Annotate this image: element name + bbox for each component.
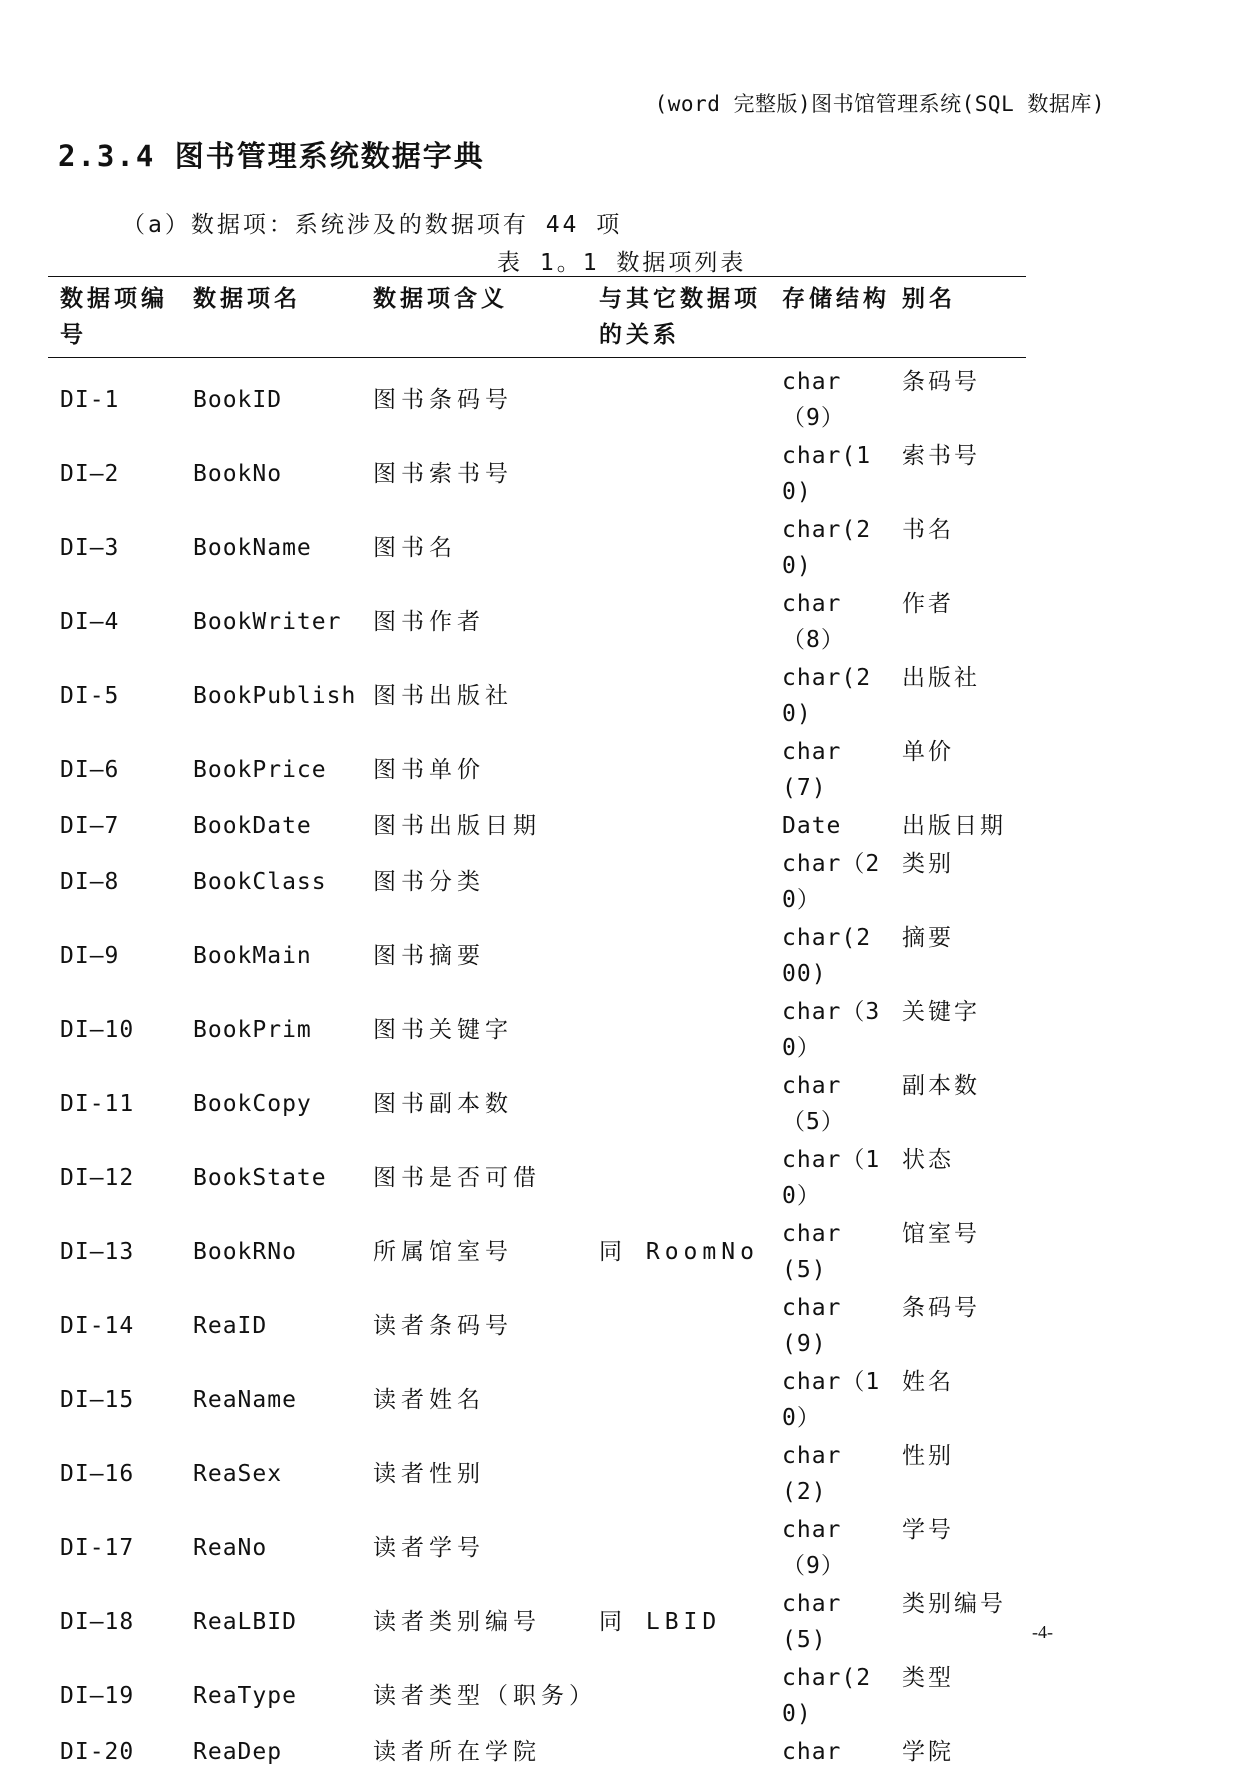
cell-item-meaning: 图书副本数 xyxy=(361,1067,587,1141)
cell-item-meaning: 图书单价 xyxy=(361,733,587,807)
cell-item-alias: 条码号 xyxy=(890,358,1026,438)
cell-item-id: DI-1 xyxy=(48,358,181,438)
cell-item-name: BookID xyxy=(181,358,361,438)
cell-item-structure: char(10) xyxy=(770,437,890,511)
cell-item-alias: 性别 xyxy=(890,1437,1026,1511)
table-header-row xyxy=(48,277,1026,358)
cell-item-structure: char（10） xyxy=(770,1363,890,1437)
cell-item-name: ReaID xyxy=(181,1289,361,1363)
cell-item-relation xyxy=(587,1733,770,1771)
table-row xyxy=(48,1067,1026,1141)
table-row xyxy=(48,358,1026,438)
cell-item-structure: char(7) xyxy=(770,733,890,807)
cell-item-alias: 书名 xyxy=(890,511,1026,585)
section-heading: 2.3.4 图书管理系统数据字典 xyxy=(58,134,485,175)
cell-item-alias: 单价 xyxy=(890,733,1026,807)
cell-item-relation xyxy=(587,807,770,845)
cell-item-structure: char(5) xyxy=(770,1215,890,1289)
table-row xyxy=(48,659,1026,733)
cell-item-meaning: 所属馆室号 xyxy=(361,1215,587,1289)
table-row xyxy=(48,511,1026,585)
cell-item-meaning: 读者性别 xyxy=(361,1437,587,1511)
cell-item-relation xyxy=(587,993,770,1067)
cell-item-relation xyxy=(587,919,770,993)
cell-item-id: DI-20 xyxy=(48,1733,181,1771)
cell-item-relation xyxy=(587,659,770,733)
cell-item-structure: Date xyxy=(770,807,890,845)
data-item-table xyxy=(48,276,1026,1771)
cell-item-relation xyxy=(587,358,770,438)
cell-item-meaning: 图书关键字 xyxy=(361,993,587,1067)
cell-item-alias: 类别编号 xyxy=(890,1585,1026,1659)
cell-item-id: DI—9 xyxy=(48,919,181,993)
table-row xyxy=(48,1437,1026,1511)
cell-item-alias: 姓名 xyxy=(890,1363,1026,1437)
cell-item-name: BookName xyxy=(181,511,361,585)
cell-item-name: ReaSex xyxy=(181,1437,361,1511)
cell-item-id: DI-5 xyxy=(48,659,181,733)
cell-item-name: BookDate xyxy=(181,807,361,845)
table-row xyxy=(48,1511,1026,1585)
cell-item-meaning: 图书出版社 xyxy=(361,659,587,733)
cell-item-meaning: 图书索书号 xyxy=(361,437,587,511)
cell-item-name: BookNo xyxy=(181,437,361,511)
cell-item-id: DI-11 xyxy=(48,1067,181,1141)
cell-item-id: DI—4 xyxy=(48,585,181,659)
cell-item-alias: 类别 xyxy=(890,845,1026,919)
cell-item-name: ReaType xyxy=(181,1659,361,1733)
table-caption: 表 1。1 数据项列表 xyxy=(497,244,746,277)
cell-item-id: DI—8 xyxy=(48,845,181,919)
cell-item-relation xyxy=(587,1437,770,1511)
cell-item-alias: 馆室号 xyxy=(890,1215,1026,1289)
cell-item-id: DI—18 xyxy=(48,1585,181,1659)
table-row xyxy=(48,1585,1026,1659)
cell-item-structure: char（8） xyxy=(770,585,890,659)
cell-item-id: DI—16 xyxy=(48,1437,181,1511)
cell-item-name: ReaLBID xyxy=(181,1585,361,1659)
cell-item-meaning: 图书名 xyxy=(361,511,587,585)
table-row xyxy=(48,1733,1026,1771)
cell-item-id: DI—3 xyxy=(48,511,181,585)
cell-item-relation xyxy=(587,1659,770,1733)
table-row xyxy=(48,585,1026,659)
cell-item-relation xyxy=(587,511,770,585)
cell-item-alias: 出版社 xyxy=(890,659,1026,733)
header-item-alias: 别名 xyxy=(890,277,1026,358)
cell-item-name: ReaName xyxy=(181,1363,361,1437)
cell-item-alias: 副本数 xyxy=(890,1067,1026,1141)
cell-item-structure: char(2) xyxy=(770,1437,890,1511)
table-row xyxy=(48,1363,1026,1437)
cell-item-relation xyxy=(587,1289,770,1363)
table-row xyxy=(48,1659,1026,1733)
cell-item-name: ReaNo xyxy=(181,1511,361,1585)
cell-item-alias: 类型 xyxy=(890,1659,1026,1733)
header-item-name: 数据项名 xyxy=(181,277,361,358)
cell-item-structure: char(20) xyxy=(770,659,890,733)
cell-item-alias: 摘要 xyxy=(890,919,1026,993)
cell-item-relation: 同 RoomNo xyxy=(587,1215,770,1289)
cell-item-name: BookState xyxy=(181,1141,361,1215)
header-item-relation: 与其它数据项的关系 xyxy=(587,277,770,358)
cell-item-id: DI—13 xyxy=(48,1215,181,1289)
cell-item-meaning: 图书摘要 xyxy=(361,919,587,993)
table-row xyxy=(48,845,1026,919)
cell-item-relation xyxy=(587,1363,770,1437)
cell-item-id: DI—6 xyxy=(48,733,181,807)
cell-item-structure: char（20） xyxy=(770,845,890,919)
table-row xyxy=(48,437,1026,511)
cell-item-alias: 作者 xyxy=(890,585,1026,659)
cell-item-name: BookCopy xyxy=(181,1067,361,1141)
cell-item-name: BookRNo xyxy=(181,1215,361,1289)
cell-item-alias: 学院 xyxy=(890,1733,1026,1771)
cell-item-relation: 同 LBID xyxy=(587,1585,770,1659)
cell-item-meaning: 图书出版日期 xyxy=(361,807,587,845)
cell-item-relation xyxy=(587,1067,770,1141)
table-row xyxy=(48,807,1026,845)
intro-text: （a）数据项：系统涉及的数据项有 44 项 xyxy=(122,206,622,239)
cell-item-structure: char(200) xyxy=(770,919,890,993)
cell-item-structure: char（5） xyxy=(770,1067,890,1141)
cell-item-name: BookMain xyxy=(181,919,361,993)
cell-item-id: DI—12 xyxy=(48,1141,181,1215)
cell-item-id: DI—19 xyxy=(48,1659,181,1733)
cell-item-id: DI-17 xyxy=(48,1511,181,1585)
cell-item-meaning: 读者所在学院 xyxy=(361,1733,587,1771)
cell-item-structure: char(5) xyxy=(770,1585,890,1659)
cell-item-structure: char(9) xyxy=(770,1289,890,1363)
table-row xyxy=(48,1215,1026,1289)
cell-item-meaning: 图书是否可借 xyxy=(361,1141,587,1215)
running-header: (word 完整版)图书馆管理系统(SQL 数据库) xyxy=(655,88,1105,118)
cell-item-alias: 条码号 xyxy=(890,1289,1026,1363)
cell-item-name: BookWriter xyxy=(181,585,361,659)
cell-item-id: DI—2 xyxy=(48,437,181,511)
cell-item-alias: 出版日期 xyxy=(890,807,1026,845)
table-row xyxy=(48,733,1026,807)
cell-item-structure: char（10） xyxy=(770,1141,890,1215)
cell-item-alias: 索书号 xyxy=(890,437,1026,511)
cell-item-meaning: 图书分类 xyxy=(361,845,587,919)
table-row xyxy=(48,993,1026,1067)
header-item-id: 数据项编号 xyxy=(48,277,181,358)
cell-item-alias: 关键字 xyxy=(890,993,1026,1067)
cell-item-meaning: 图书条码号 xyxy=(361,358,587,438)
table-row xyxy=(48,1141,1026,1215)
cell-item-relation xyxy=(587,1511,770,1585)
cell-item-relation xyxy=(587,1141,770,1215)
table-row xyxy=(48,1289,1026,1363)
cell-item-structure: char（30） xyxy=(770,993,890,1067)
cell-item-name: BookClass xyxy=(181,845,361,919)
cell-item-name: ReaDep xyxy=(181,1733,361,1771)
cell-item-meaning: 读者学号 xyxy=(361,1511,587,1585)
cell-item-name: BookPrice xyxy=(181,733,361,807)
cell-item-relation xyxy=(587,585,770,659)
cell-item-meaning: 读者类别编号 xyxy=(361,1585,587,1659)
cell-item-relation xyxy=(587,733,770,807)
table-body xyxy=(48,358,1026,1771)
cell-item-name: BookPublish xyxy=(181,659,361,733)
cell-item-id: DI—7 xyxy=(48,807,181,845)
cell-item-meaning: 图书作者 xyxy=(361,585,587,659)
header-item-structure: 存储结构 xyxy=(770,277,890,358)
cell-item-relation xyxy=(587,437,770,511)
cell-item-id: DI-14 xyxy=(48,1289,181,1363)
cell-item-alias: 状态 xyxy=(890,1141,1026,1215)
page-number: -4- xyxy=(1032,1622,1053,1643)
cell-item-id: DI—10 xyxy=(48,993,181,1067)
cell-item-meaning: 读者条码号 xyxy=(361,1289,587,1363)
cell-item-structure: char(20) xyxy=(770,511,890,585)
header-item-meaning: 数据项含义 xyxy=(361,277,587,358)
cell-item-meaning: 读者类型（职务） xyxy=(361,1659,587,1733)
cell-item-id: DI—15 xyxy=(48,1363,181,1437)
cell-item-structure: char（9） xyxy=(770,358,890,438)
cell-item-meaning: 读者姓名 xyxy=(361,1363,587,1437)
cell-item-structure: char(20) xyxy=(770,1659,890,1733)
cell-item-alias: 学号 xyxy=(890,1511,1026,1585)
cell-item-relation xyxy=(587,845,770,919)
cell-item-name: BookPrim xyxy=(181,993,361,1067)
cell-item-structure: char xyxy=(770,1733,890,1771)
cell-item-structure: char（9） xyxy=(770,1511,890,1585)
table-row xyxy=(48,919,1026,993)
